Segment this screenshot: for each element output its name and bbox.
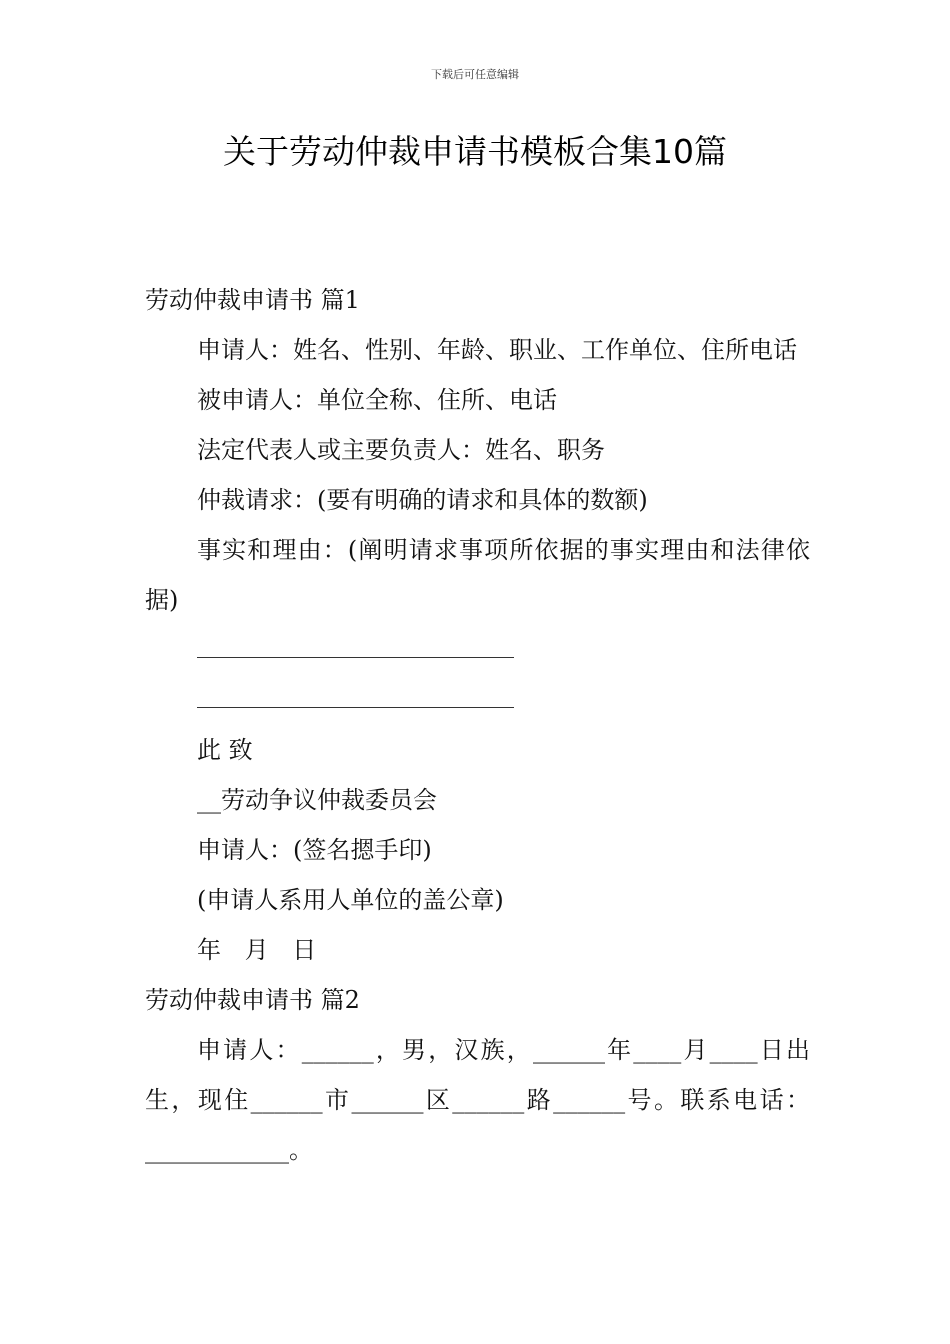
applicant-paragraph: 申请人：姓名、性别、年龄、职业、工作单位、住所电话: [197, 336, 797, 364]
seal-note: (申请人系用人单位的盖公章): [197, 886, 504, 914]
document-title: 关于劳动仲裁申请书模板合集10篇: [223, 132, 727, 171]
document-body: [145, 275, 810, 1175]
applicant-paragraph: 申请人：______，男，汉族，______年____月____日出生，现住______市______区______路______号。联系电话：____________。: [145, 1036, 810, 1164]
blank-fill-line: [145, 675, 810, 725]
facts-paragraph: 事实和理由：(阐明请求事项所依据的事实理由和法律依据): [145, 536, 810, 614]
committee-line: __劳动争议仲裁委员会: [197, 786, 437, 814]
signature-line: 申请人：(签名摁手印): [197, 836, 432, 864]
section-heading: 劳动仲裁申请书 篇2: [145, 986, 360, 1014]
header-note: 下载后可任意编辑: [431, 68, 519, 81]
respondent-paragraph: 被申请人：单位全称、住所、电话: [197, 386, 557, 414]
date-line: 年 月 日: [197, 936, 325, 964]
legal-rep-paragraph: 法定代表人或主要负责人：姓名、职务: [197, 436, 605, 464]
salutation: 此 致: [197, 736, 253, 764]
section-heading: 劳动仲裁申请书 篇1: [145, 286, 360, 314]
blank-fill-line: [145, 625, 810, 675]
request-paragraph: 仲裁请求：(要有明确的请求和具体的数额): [197, 486, 648, 514]
